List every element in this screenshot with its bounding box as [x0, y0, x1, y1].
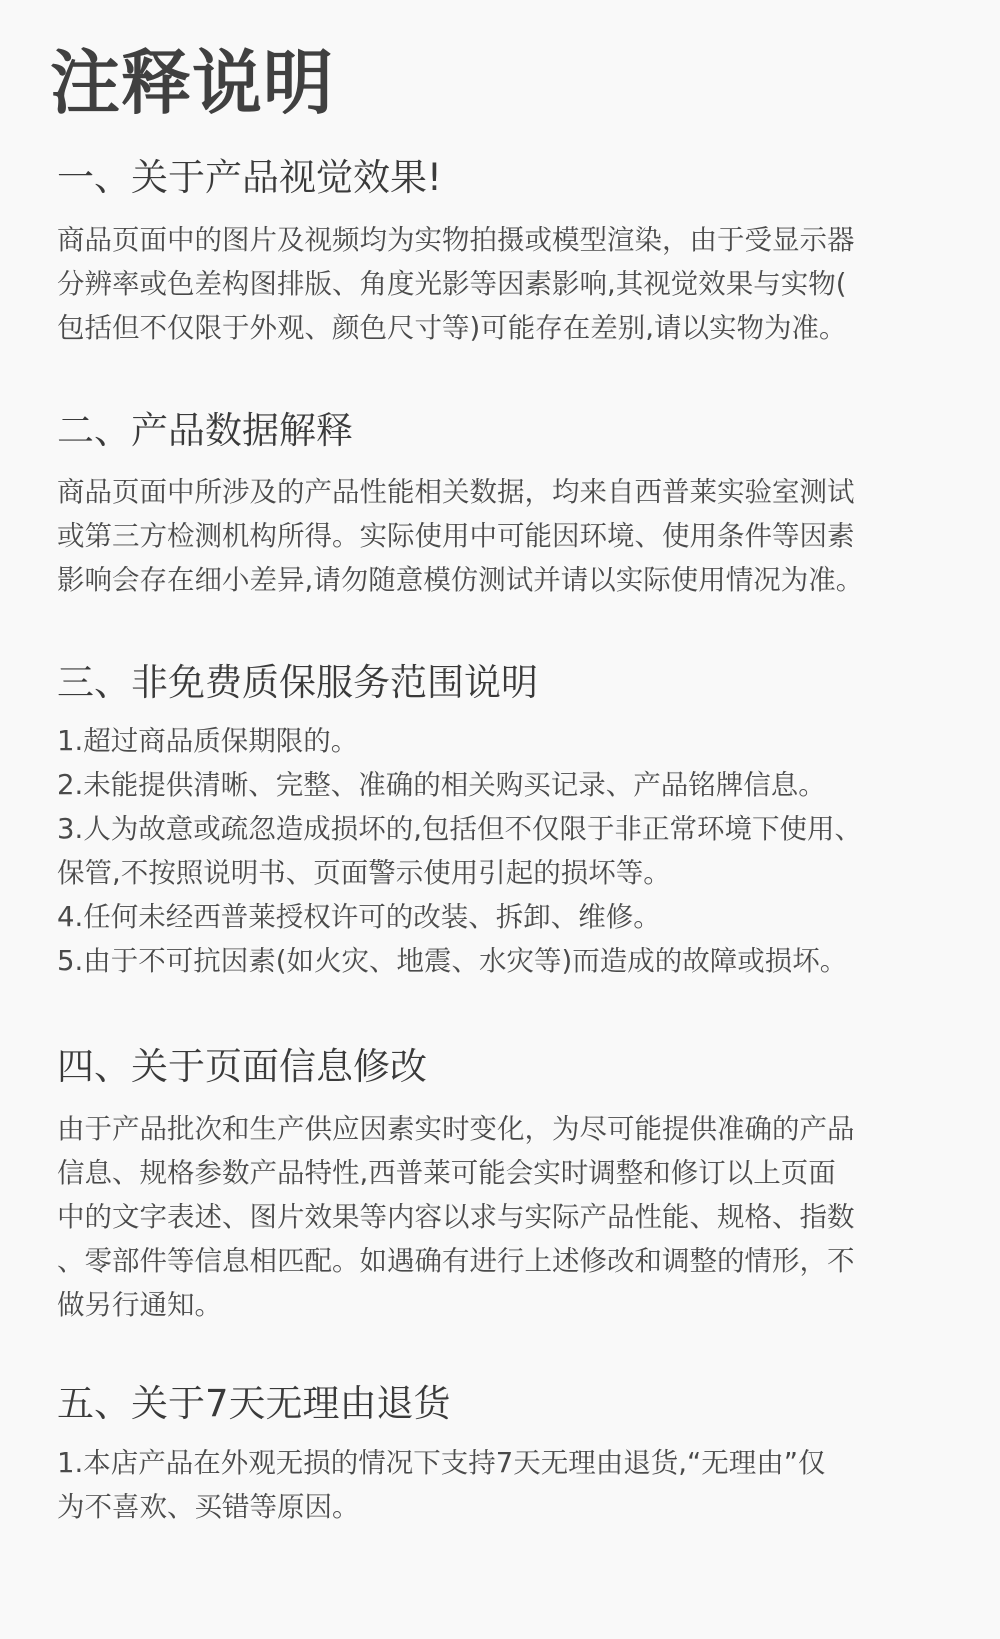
section-page-info-changes: [57, 1041, 947, 1327]
body-line: 做另行通知。: [57, 1289, 222, 1321]
body-line: 信息、规格参数产品特性,西普莱可能会实时调整和修订以上页面: [57, 1157, 836, 1189]
item-line: 为不喜欢、买错等原因。: [57, 1491, 360, 1523]
body-line: 或第三方检测机构所得。实际使用中可能因环境、使用条件等因素: [57, 520, 855, 552]
item-line: 3.人为故意或疏忽造成损坏的,包括但不仅限于非正常环境下使用、: [57, 813, 862, 845]
item-line: 保管,不按照说明书、页面警示使用引起的损坏等。: [57, 857, 671, 889]
section-body: [57, 218, 947, 350]
section-heading: 五、关于7天无理由退货: [57, 1382, 451, 1425]
list-item: [57, 939, 947, 983]
warranty-list: [57, 719, 947, 983]
list-item: [57, 719, 947, 763]
item-line: 4.任何未经西普莱授权许可的改装、拆卸、维修。: [57, 901, 661, 933]
page-title: 注释说明: [50, 42, 334, 124]
body-line: 、零部件等信息相匹配。如遇确有进行上述修改和调整的情形，不: [57, 1245, 855, 1277]
section-product-data: [57, 405, 947, 602]
body-line: 包括但不仅限于外观、颜色尺寸等)可能存在差别,请以实物为准。: [57, 312, 847, 344]
body-line: 分辨率或色差构图排版、角度光影等因素影响,其视觉效果与实物(: [57, 268, 847, 300]
item-line: 1.本店产品在外观无损的情况下支持7天无理由退货,“无理由”仅: [57, 1447, 826, 1479]
item-line: 1.超过商品质保期限的。: [57, 725, 359, 757]
body-line: 商品页面中所涉及的产品性能相关数据，均来自西普莱实验室测试: [57, 476, 855, 508]
body-line: 影响会存在细小差异,请勿随意模仿测试并请以实际使用情况为准。: [57, 564, 864, 596]
section-7-day-return: [57, 1378, 947, 1529]
section-heading: 三、非免费质保服务范围说明: [57, 661, 538, 704]
section-body: [57, 1107, 947, 1327]
list-item: [57, 895, 947, 939]
item-line: 2.未能提供清晰、完整、准确的相关购买记录、产品铭牌信息。: [57, 769, 826, 801]
section-visual-effect: [57, 152, 947, 350]
return-policy-list: [57, 1441, 947, 1529]
section-heading: 四、关于页面信息修改: [57, 1045, 427, 1088]
section-body: [57, 470, 947, 602]
item-line: 5.由于不可抗因素(如火灾、地震、水灾等)而造成的故障或损坏。: [57, 945, 848, 977]
body-line: 由于产品批次和生产供应因素实时变化，为尽可能提供准确的产品: [57, 1113, 855, 1145]
list-item: [57, 763, 947, 807]
section-heading: 二、产品数据解释: [57, 409, 353, 452]
list-item: [57, 1441, 947, 1529]
body-line: 商品页面中的图片及视频均为实物拍摄或模型渲染，由于受显示器: [57, 224, 855, 256]
section-warranty-scope: [57, 657, 947, 983]
list-item: [57, 807, 947, 895]
body-line: 中的文字表述、图片效果等内容以求与实际产品性能、规格、指数: [57, 1201, 855, 1233]
section-heading: 一、关于产品视觉效果!: [57, 156, 442, 199]
